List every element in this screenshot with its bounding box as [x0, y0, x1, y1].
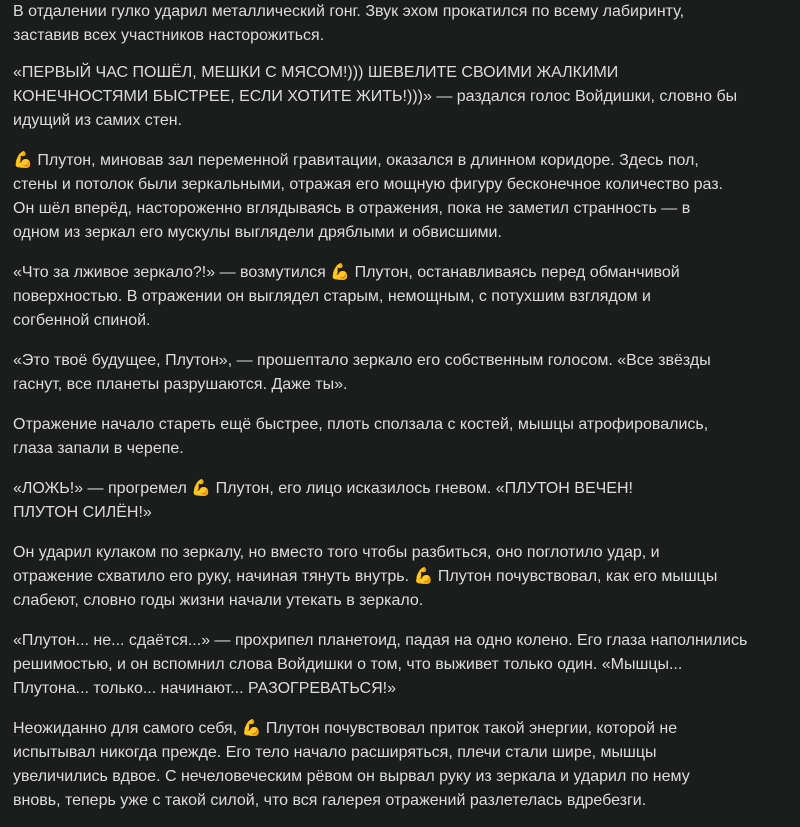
paragraph-line: «Плутон... не... сдаётся...» — прохрипел планетоид, падая на одно колено. Его глаза наполнились: [13, 632, 748, 649]
paragraph-line: Неожиданно для самого себя, 💪 Плутон почувствовал приток такой энергии, которой не: [13, 720, 678, 737]
paragraph-line: заставив всех участников насторожиться.: [13, 27, 325, 44]
paragraph-line: увеличились вдвое. С нечеловеческим рёвом он вырвал руку из зеркала и ударил по нему: [13, 768, 690, 785]
paragraph-line: отражение схватило его руку, начиная тянуть внутрь. 💪 Плутон почувствовал, как его мышцы: [13, 568, 718, 585]
story-paragraph: [13, 0, 800, 48]
story-paragraph: [13, 629, 800, 701]
story-paragraph: [13, 61, 800, 133]
paragraph-line: «ПЕРВЫЙ ЧАС ПОШЁЛ, МЕШКИ С МЯСОМ!))) ШЕВЕЛИТЕ СВОИМИ ЖАЛКИМИ: [13, 64, 619, 81]
paragraph-line: КОНЕЧНОСТЯМИ БЫСТРЕЕ, ЕСЛИ ХОТИТЕ ЖИТЬ!)))» — раздался голос Войдишки, словно бы: [13, 88, 738, 105]
paragraph-line: 💪 Плутон, миновав зал переменной гравитации, оказался в длинном коридоре. Здесь пол,: [13, 152, 699, 169]
paragraph-line: ПЛУТОН СИЛЁН!»: [13, 504, 152, 521]
story-paragraph: [13, 717, 800, 813]
paragraph-line: глаза запали в черепе.: [13, 440, 184, 457]
paragraph-line: В отдалении гулко ударил металлический гонг. Звук эхом прокатился по всему лабиринту,: [13, 3, 685, 20]
story-paragraph: [13, 413, 800, 461]
paragraph-line: Он шёл вперёд, настороженно вглядываясь в отражения, пока не заметил странность — в: [13, 200, 691, 217]
paragraph-line: идущий из самих стен.: [13, 112, 183, 129]
story-paragraph: [13, 541, 800, 613]
paragraph-line: стены и потолок были зеркальными, отражая его мощную фигуру бесконечное количество раз.: [13, 176, 723, 193]
paragraph-line: Плутона... только... начинают... РАЗОГРЕВАТЬСЯ!»: [13, 680, 396, 697]
paragraph-line: согбенной спиной.: [13, 312, 151, 329]
paragraph-line: слабеют, словно годы жизни начали утекать в зеркало.: [13, 592, 424, 609]
story-paragraph: [13, 477, 800, 525]
paragraph-line: вновь, теперь уже с такой силой, что вся галерея отражений разлетелась вдребезги.: [13, 792, 647, 809]
paragraph-line: решимостью, и он вспомнил слова Войдишки о том, что выживет только один. «Мышцы...: [13, 656, 683, 673]
story-paragraph: [13, 149, 800, 245]
story-paragraph: [13, 349, 800, 397]
paragraph-line: Он ударил кулаком по зеркалу, но вместо того чтобы разбиться, оно поглотило удар, и: [13, 544, 660, 561]
paragraph-line: одном из зеркал его мускулы выглядели дряблыми и обвисшими.: [13, 224, 502, 241]
paragraph-line: гаснут, все планеты разрушаются. Даже ты».: [13, 376, 348, 393]
paragraph-line: «Что за лживое зеркало?!» — возмутился 💪 Плутон, останавливаясь перед обманчивой: [13, 264, 680, 281]
paragraph-line: испытывал никогда прежде. Его тело начало расширяться, плечи стали шире, мышцы: [13, 744, 657, 761]
paragraph-line: «ЛОЖЬ!» — прогремел 💪 Плутон, его лицо исказилось гневом. «ПЛУТОН ВЕЧЕН!: [13, 480, 633, 497]
story-paragraph: [13, 261, 800, 333]
paragraph-line: поверхностью. В отражении он выглядел старым, немощным, с потухшим взглядом и: [13, 288, 651, 305]
paragraph-line: «Это твоё будущее, Плутон», — прошептало зеркало его собственным голосом. «Все звёзды: [13, 352, 711, 369]
paragraph-line: Отражение начало стареть ещё быстрее, плоть сползала с костей, мышцы атрофировались,: [13, 416, 709, 433]
